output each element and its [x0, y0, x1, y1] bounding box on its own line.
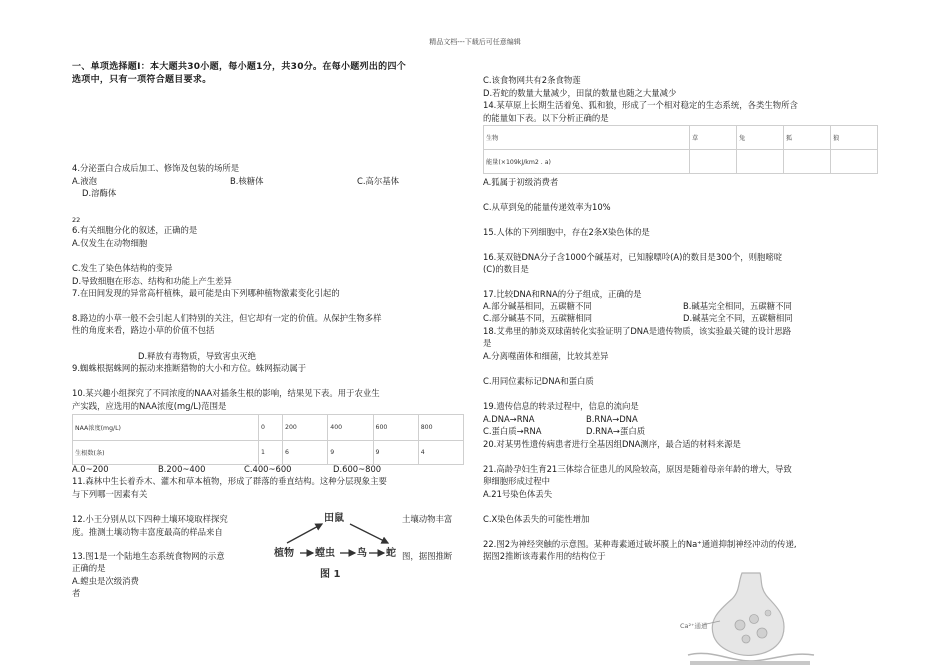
option-text: A.DNA→RNA [483, 414, 535, 424]
question-18-line2: 是 [483, 338, 492, 348]
question-13: 13.图1是一个陆地生态系统食物网的示意 [72, 551, 225, 561]
table-cell: 狼 [831, 126, 878, 150]
vesicle-icon [742, 635, 750, 643]
vesicle-icon [757, 628, 767, 638]
question-8-line2: 性的角度来看，路边小草的价值不包括 [72, 325, 215, 335]
question-18: 18.艾弗里的肺炎双球菌转化实验证明了DNA是遗传物质，该实验最关键的设计思路 [483, 326, 792, 336]
vesicle-icon [765, 610, 771, 616]
table-cell: 0 [259, 415, 283, 441]
question-16: 16.某双链DNA分子含1000个碱基对，已知腺嘌呤(A)的数目是300个，则胞嘧啶 [483, 252, 783, 262]
table-cell [737, 150, 784, 174]
vesicle-icon [735, 620, 745, 630]
energy-table [483, 125, 878, 174]
node-label: 鸟 [357, 548, 367, 559]
question-11: 11.森林中生长着乔木、灌木和草本植物，形成了群落的垂直结构。这种分层现象主要 [72, 476, 387, 486]
table-cell [784, 150, 831, 174]
question-12: 12.小王分别从以下四种土壤环境取样探究 [72, 514, 228, 524]
axon-terminal-shape [712, 573, 784, 655]
option-text: D.RNA→蛋白质 [586, 426, 646, 436]
table-cell: 600 [373, 415, 418, 441]
option-text: C.X染色体丢失的可能性增加 [483, 514, 590, 524]
question-4: 4.分泌蛋白合成后加工、修饰及包装的场所是 [72, 163, 240, 173]
section-title: 一、单项选择题Ⅰ：本大题共30小题，每小题1分，共30分。在每小题列出的四个 [72, 62, 407, 72]
question-11-line2: 与下列哪一因素有关 [72, 489, 148, 499]
page-header: 精品文档---下载后可任意编辑 [429, 38, 521, 46]
figure-caption: 图 1 [320, 569, 341, 580]
question-14: 14.某草原上长期生活着兔、狐和狼，形成了一个相对稳定的生态系统，各类生物所含 [483, 100, 798, 110]
table-cell: 狐 [784, 126, 831, 150]
option-text: A.0~200 [72, 464, 109, 474]
table-cell [831, 150, 878, 174]
table-cell: 6 [283, 441, 328, 465]
question-21: 21.高龄孕妇生育21三体综合征患儿的风险较高，原因是随着母亲年龄的增大，导致 [483, 464, 792, 474]
option-text: C.该食物网共有2条食物莲 [483, 75, 581, 85]
table-cell: 400 [328, 415, 373, 441]
table-cell: 9 [328, 441, 373, 465]
table-cell: 800 [418, 415, 463, 441]
option-text: A.部分碱基相同，五碳糖不同 [483, 301, 592, 311]
option-text: D.导致细胞在形态、结构和功能上产生差异 [72, 276, 232, 286]
question-13-tail: 图，据图推断 [402, 551, 453, 561]
channel-label: Ca²⁺通道 [680, 622, 708, 630]
section-title-2: 选项中，只有一项符合题目要求。 [72, 75, 212, 85]
option-text: D.600~800 [333, 464, 382, 474]
option-text: 者 [72, 588, 81, 598]
option-text: B.200~400 [158, 464, 206, 474]
arrow-icon [350, 524, 388, 543]
option-text: C.400~600 [244, 464, 292, 474]
option-text: A.螳虫是次级消费 [72, 576, 139, 586]
table-header-cell: NAA浓度(mg/L) [73, 415, 259, 441]
option-text: B.碱基完全相同，五碳糖不同 [683, 301, 792, 311]
synapse-figure [680, 565, 820, 669]
question-6: 6.有关细胞分化的叙述，正确的是 [72, 225, 198, 235]
question-7: 7.在田间发现的异常高杆植株，最可能是由下列哪种植物激素变化引起的 [72, 288, 340, 298]
table-cell: 9 [373, 441, 418, 465]
question-16-line2: (C)的数目是 [483, 264, 529, 274]
option-text: C.用同位素标记DNA和蛋白质 [483, 376, 594, 386]
option-text: D.释放有毒物质，导致害虫灭绝 [138, 351, 256, 361]
question-14-line2: 的能量如下表。以下分析正确的是 [483, 113, 609, 123]
node-label: 蛇 [386, 548, 396, 559]
question-21-line2: 卵细胞形成过程中 [483, 476, 550, 486]
table-cell [690, 150, 737, 174]
question-22: 22.图2为神经突触的示意图。某种毒素通过破坏膜上的Na⁺通道抑制神经冲动的传递, [483, 539, 797, 549]
option-text: B.核糖体 [230, 176, 264, 186]
arrow-icon [287, 524, 322, 543]
table-header-cell: 生根数(条) [73, 441, 259, 465]
question-8: 8.路边的小草一般不会引起人们特别的关注，但它却有一定的价值。从保护生物多样 [72, 313, 382, 323]
option-text: C.蛋白质→RNA [483, 426, 542, 436]
table-cell: 4 [418, 441, 463, 465]
node-label: 田鼠 [324, 513, 344, 524]
table-cell: 兔 [737, 126, 784, 150]
option-text: D.碱基完全不同，五碳糖相同 [683, 313, 793, 323]
option-text: A.液泡 [72, 176, 97, 186]
table-cell: 1 [259, 441, 283, 465]
question-20: 20.对某男性遗传病患者进行全基因组DNA测序，最合适的材料来源是 [483, 439, 741, 449]
table-header-cell: 生物 [484, 126, 690, 150]
question-12-line2: 度。推测土壤动物丰富度最高的样品来自 [72, 527, 223, 537]
option-text: C.从草到兔的能量传递效率为10% [483, 202, 611, 212]
option-text: A.仅发生在动物细胞 [72, 238, 148, 248]
table-cell: 200 [283, 415, 328, 441]
option-text: C.部分碱基不同，五碳糖相同 [483, 313, 593, 323]
question-10-line2: 产实践，应选用的NAA浓度(mg/L)范围是 [72, 401, 227, 411]
question-19: 19.遗传信息的转录过程中，信息的流向是 [483, 401, 639, 411]
table-cell: 草 [690, 126, 737, 150]
question-22-line2: 据图2推断该毒素作用的结构位于 [483, 551, 606, 561]
node-label: 螳虫 [315, 548, 335, 559]
option-text: B.RNA→DNA [586, 414, 638, 424]
question-13-line2: 正确的是 [72, 563, 106, 573]
question-10: 10.某兴趣小组探究了不同浓度的NAA对插条生根的影响，结果见下表。用于农业生 [72, 388, 380, 398]
question-12-tail: 土壤动物丰富 [402, 514, 453, 524]
naa-table [72, 414, 464, 465]
food-web-figure [270, 510, 398, 582]
option-text: A.分离噬菌体和细菌，比较其差异 [483, 351, 609, 361]
question-17: 17.比较DNA和RNA的分子组成，正确的是 [483, 289, 642, 299]
stray-mark: 22 [72, 216, 81, 224]
option-text: A.狐属于初级消费者 [483, 177, 559, 187]
node-label: 植物 [274, 548, 294, 559]
option-text: C.发生了染色体结构的变异 [72, 263, 173, 273]
option-text: A.21号染色体丢失 [483, 489, 553, 499]
option-text: C.高尔基体 [357, 176, 400, 186]
option-text: D.若蛇的数量大量减少，田鼠的数量也随之大量减少 [483, 88, 677, 98]
question-9: 9.蜘蛛根据蛛网的振动来推断猎物的大小和方位。蛛网振动属于 [72, 363, 307, 373]
table-header-cell: 能量(×109kJ/km2 . a) [484, 150, 690, 174]
option-text: D.溶酶体 [82, 188, 117, 198]
vesicle-icon [750, 615, 759, 624]
question-15: 15.人体的下列细胞中，存在2条X染色体的是 [483, 227, 650, 237]
